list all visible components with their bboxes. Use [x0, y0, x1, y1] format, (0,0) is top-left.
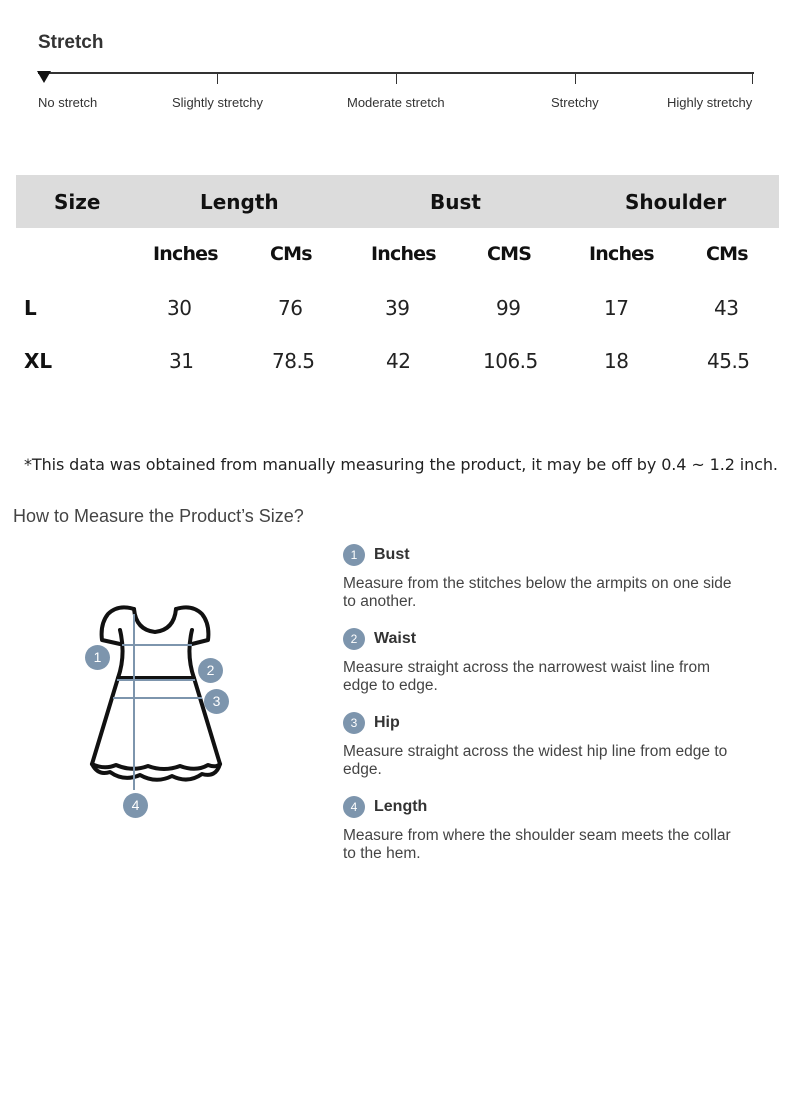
scale-tick [217, 72, 218, 84]
stretch-title: Stretch [38, 32, 104, 53]
table-cell: 42 [386, 349, 411, 373]
stretch-selected-marker-icon [37, 71, 51, 83]
instruction-3-title: Hip [374, 714, 400, 731]
table-cell: 99 [496, 296, 521, 320]
instruction-2-title: Waist [374, 630, 417, 647]
measure-point-2-badge: 2 [198, 658, 223, 683]
table-cell: 17 [604, 296, 629, 320]
header-bust: Bust [430, 190, 481, 214]
instruction-3-badge: 3 [343, 712, 365, 734]
unit-shoulder-inches: Inches [589, 243, 654, 265]
how-to-measure-title: How to Measure the Product’s Size? [13, 506, 304, 526]
row-size-l: L [24, 296, 37, 320]
instruction-1-badge: 1 [343, 544, 365, 566]
scale-tick [575, 72, 576, 84]
table-cell: 76 [278, 296, 303, 320]
instruction-1-description: Measure from the stitches below the armpits on one side to another. [343, 575, 732, 610]
header-length: Length [200, 190, 279, 214]
stretch-level-moderate: Moderate stretch [347, 95, 445, 110]
scale-tick [396, 72, 397, 84]
table-cell: 43 [714, 296, 739, 320]
dress-diagram-icon [80, 600, 240, 830]
instruction-4-badge: 4 [343, 796, 365, 818]
unit-bust-cms: CMS [487, 243, 532, 265]
table-cell: 45.5 [707, 349, 750, 373]
header-size: Size [54, 190, 101, 214]
measurement-note: *This data was obtained from manually measuring the product, it may be off by 0.4 ~ 1.2 inch. [24, 455, 778, 474]
stretch-level-stretchy: Stretchy [551, 95, 599, 110]
stretch-level-no-stretch: No stretch [38, 95, 98, 110]
table-cell: 31 [169, 349, 194, 373]
unit-length-cms: CMs [270, 243, 312, 265]
scale-tick [752, 72, 753, 84]
instruction-4-title: Length [374, 798, 428, 815]
table-cell: 18 [604, 349, 629, 373]
measure-point-4-badge: 4 [123, 793, 148, 818]
measure-point-3-badge: 3 [204, 689, 229, 714]
instruction-4-description: Measure from where the shoulder seam meets the collar to the hem. [343, 827, 731, 862]
unit-shoulder-cms: CMs [706, 243, 748, 265]
stretch-level-highly: Highly stretchy [667, 95, 753, 110]
instruction-3-description: Measure straight across the widest hip line from edge to edge. [343, 743, 728, 778]
unit-bust-inches: Inches [371, 243, 436, 265]
instruction-1-title: Bust [374, 546, 410, 563]
table-cell: 39 [385, 296, 410, 320]
table-cell: 30 [167, 296, 192, 320]
header-shoulder: Shoulder [625, 190, 727, 214]
instruction-2-description: Measure straight across the narrowest waist line from edge to edge. [343, 659, 710, 694]
row-size-xl: XL [24, 349, 53, 373]
measure-point-1-badge: 1 [85, 645, 110, 670]
instruction-2-badge: 2 [343, 628, 365, 650]
table-cell: 78.5 [272, 349, 315, 373]
table-cell: 106.5 [483, 349, 538, 373]
unit-length-inches: Inches [153, 243, 218, 265]
stretch-level-slightly: Slightly stretchy [172, 95, 264, 110]
